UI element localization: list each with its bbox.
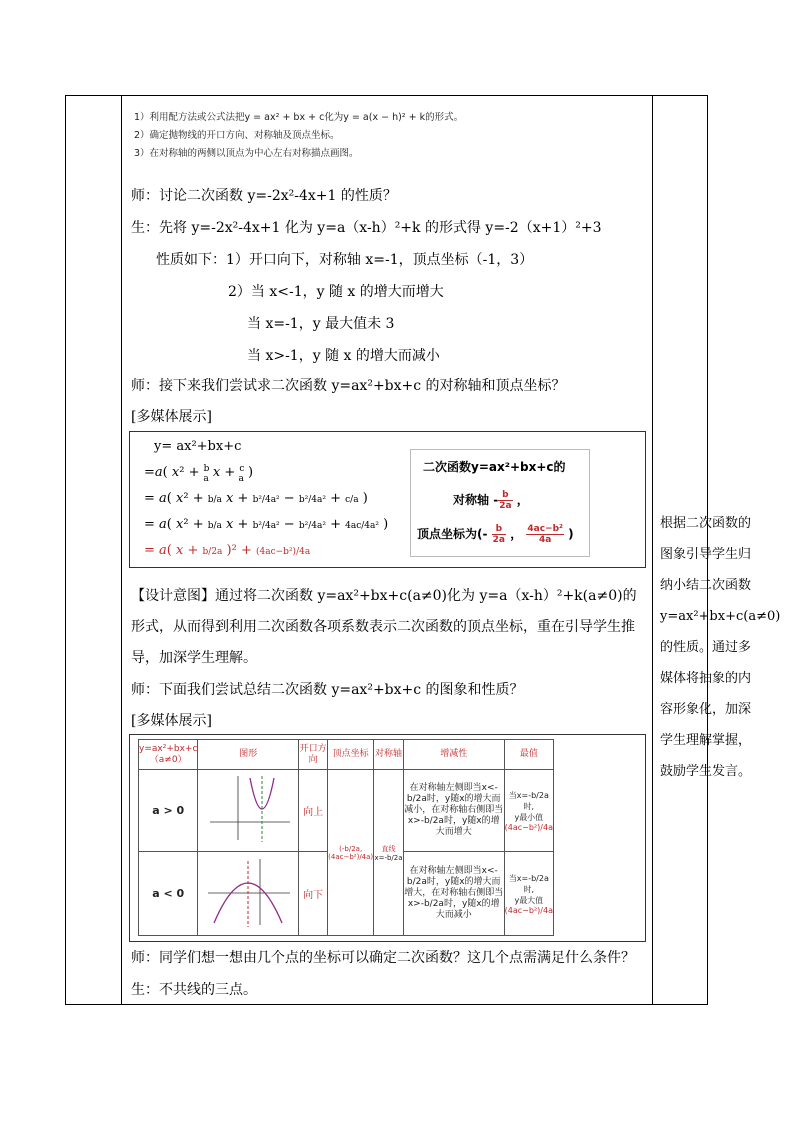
monotonicity-up: 在对称轴左侧即当x<-b/2a时，y随x的增大而减小，在对称轴右侧即当x>-b/2a时，y随x的增大而增大 bbox=[403, 770, 504, 852]
vertex-cell: (-b/2a, (4ac−b²)/4a) bbox=[328, 770, 374, 936]
step-2: 2）确定抛物线的开口方向、对称轴及顶点坐标。 bbox=[134, 130, 340, 141]
upward-parabola-graph bbox=[200, 770, 296, 848]
extremum-max: 当x=-b/2a时, y最大值 (4ac−b²)/4a bbox=[504, 852, 553, 936]
column-divider bbox=[121, 96, 122, 1004]
property-table bbox=[138, 739, 554, 936]
opening-up: 向上 bbox=[299, 770, 328, 852]
property-3: 当 x=-1，y 最大值未 3 bbox=[247, 316, 395, 332]
svg-text:=a( x² + ba x + ca ): =a( x² + $^b$ a x + $^c$ a ) bbox=[144, 464, 254, 484]
header-vertex: 顶点坐标 bbox=[328, 740, 374, 770]
header-graph: 图形 bbox=[198, 740, 299, 770]
header-axis: 对称轴 bbox=[374, 740, 404, 770]
student-answer-2: 生：不共线的三点。 bbox=[131, 982, 257, 998]
downward-parabola-graph bbox=[200, 853, 296, 931]
graph-upward bbox=[198, 770, 299, 852]
header-opening: 开口方向 bbox=[299, 740, 328, 770]
property-1: 性质如下：1）开口向下，对称轴 x=-1，顶点坐标（-1，3） bbox=[156, 252, 534, 268]
property-2: 2）当 x<-1，y 随 x 的增大而增大 bbox=[228, 284, 444, 300]
header-monotonicity: 增减性 bbox=[403, 740, 504, 770]
side-note: 根据二次函数的图象引导学生归纳小结二次函数 y=ax²+bx+c(a≠0)的性质。通过多媒体将抽象的内容形象化，加深学生理解掌握，鼓励学生发言。 bbox=[660, 516, 781, 779]
monotonicity-down: 在对称轴左侧即当x<-b/2a时，y随x的增大而增大，在对称轴右侧即当x>-b/2a时，y随x的增大而减小 bbox=[403, 852, 504, 936]
svg-text:= a( x + b/2a )² + (4ac−b²)/4a: = a( x + b/2a )² + (4ac−b²)/4a bbox=[144, 543, 311, 558]
summary-box bbox=[410, 449, 590, 557]
summary-title: 二次函数y=ax²+bx+c的 bbox=[423, 460, 566, 474]
axis-cell: 直线 x=-b/2a bbox=[374, 770, 404, 936]
derivation-panel bbox=[129, 431, 646, 568]
extremum-min: 当x=-b/2a时, y最小值 (4ac−b²)/4a bbox=[504, 770, 553, 852]
step-1: 1）利用配方法或公式法把y = ax² + bx + c化为y = a(x − h)² + k的形式。 bbox=[134, 112, 464, 123]
cond-a-positive: a > 0 bbox=[139, 770, 198, 852]
design-intent: 【设计意图】通过将二次函数 y=ax²+bx+c(a≠0)化为 y=a（x-h）²+k(a≠0)的形式，从而得到利用二次函数各项系数表示二次函数的顶点坐标，重在引导学生推导，加深学生理解。 bbox=[131, 588, 637, 666]
svg-text:= a( x² + b/a x + b²/4a² − b²/: = a( x² + b/a x + b²/4a² − b²/4a² + c/a ) bbox=[144, 491, 368, 506]
media-label-1: [多媒体展示] bbox=[131, 409, 212, 425]
teacher-question-1: 师：讨论二次函数 y=-2x²-4x+1 的性质？ bbox=[131, 188, 397, 204]
header-function: y=ax²+bx+c（a≠0） bbox=[139, 740, 198, 770]
step-3: 3）在对称轴的两侧以顶点为中心左右对称描点画图。 bbox=[134, 148, 359, 159]
graph-downward bbox=[198, 852, 299, 936]
teacher-question-2: 师：接下来我们尝试求二次函数 y=ax²+bx+c 的对称轴和顶点坐标？ bbox=[131, 378, 566, 394]
svg-text:= a( x² + b/a x + b²/4a² − b²/: = a( x² + b/a x + b²/4a² − b²/4a² + 4ac/4a² ) bbox=[144, 517, 389, 532]
derivation-line-1: y= ax²+bx+c bbox=[154, 439, 242, 454]
cond-a-negative: a < 0 bbox=[139, 852, 198, 936]
axis-of-symmetry: 对称轴 - $\frac{b}{2a}$ ， bbox=[453, 490, 529, 511]
student-answer-1: 生：先将 y=-2x²-4x+1 化为 y=a（x-h）²+k 的形式得 y=-2（x+1）²+3 bbox=[131, 220, 602, 236]
teacher-question-4: 师：同学们想一想由几个点的坐标可以确定二次函数？这几个点需满足什么条件？ bbox=[131, 950, 635, 966]
lesson-table bbox=[65, 95, 781, 1005]
column-divider bbox=[652, 96, 653, 1004]
media-label-2: [多媒体展示] bbox=[131, 713, 212, 729]
property-4: 当 x>-1，y 随 x 的增大而减小 bbox=[247, 348, 440, 364]
teacher-question-3: 师：下面我们尝试总结二次函数 y=ax²+bx+c 的图象和性质？ bbox=[131, 682, 524, 698]
property-panel bbox=[129, 734, 646, 942]
header-extremum: 最值 bbox=[504, 740, 553, 770]
opening-down: 向下 bbox=[299, 852, 328, 936]
vertex-coordinates: 顶点坐标为(- $\frac{b}{2a}$ ， $\frac{\text{4ac−b²}}{4a}$ ) bbox=[417, 524, 574, 545]
